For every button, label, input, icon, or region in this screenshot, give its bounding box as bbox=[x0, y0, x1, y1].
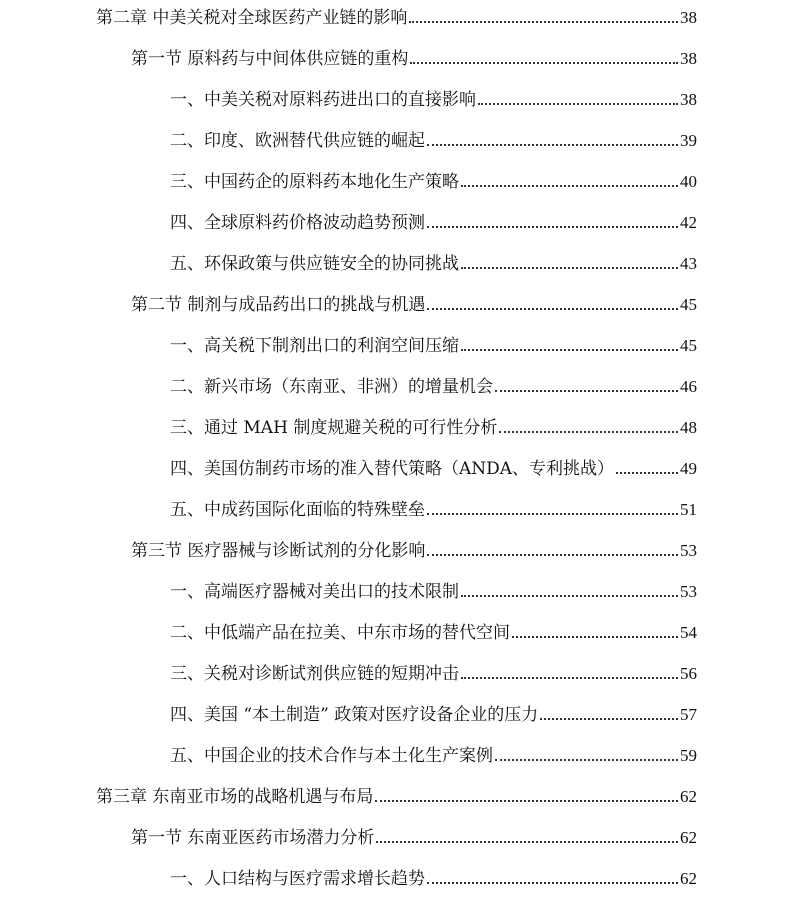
toc-entry[interactable] bbox=[170, 330, 697, 356]
dot-leader bbox=[375, 800, 678, 802]
toc-entry-page: 40 bbox=[680, 172, 697, 191]
toc-entry-page: 46 bbox=[680, 377, 697, 396]
dot-leader bbox=[512, 636, 678, 638]
toc-entry-title: 四、全球原料药价格波动趋势预测 bbox=[170, 213, 425, 233]
dot-leader bbox=[410, 62, 678, 64]
toc-entry[interactable] bbox=[170, 740, 697, 766]
toc-entry[interactable] bbox=[170, 863, 697, 889]
toc-entry-page: 51 bbox=[680, 500, 697, 519]
toc-entry-page: 53 bbox=[680, 582, 697, 601]
toc-entry-title: 第一节 原料药与中间体供应链的重构 bbox=[131, 49, 409, 69]
toc-entry-title: 二、印度、欧洲替代供应链的崛起 bbox=[170, 131, 425, 151]
toc-entry[interactable] bbox=[170, 207, 697, 233]
dot-leader bbox=[499, 431, 678, 433]
dot-leader bbox=[376, 841, 678, 843]
toc-entry-page: 38 bbox=[680, 8, 697, 27]
toc-entry[interactable] bbox=[131, 43, 697, 69]
toc-entry-page: 59 bbox=[680, 746, 697, 765]
toc-entry-page: 57 bbox=[680, 705, 697, 724]
toc-entry-page: 48 bbox=[680, 418, 697, 437]
toc-entry-title: 一、人口结构与医疗需求增长趋势 bbox=[170, 869, 425, 889]
toc-entry-page: 38 bbox=[680, 90, 697, 109]
dot-leader bbox=[461, 595, 678, 597]
toc-entry-title: 一、高关税下制剂出口的利润空间压缩 bbox=[170, 336, 459, 356]
toc-entry-title: 三、中国药企的原料药本地化生产策略 bbox=[170, 172, 459, 192]
toc-entry-title: 第一节 东南亚医药市场潜力分析 bbox=[131, 828, 375, 848]
toc-entry[interactable] bbox=[131, 289, 697, 315]
dot-leader bbox=[461, 267, 678, 269]
toc-entry[interactable] bbox=[170, 166, 697, 192]
dot-leader bbox=[427, 513, 678, 515]
toc-entry-page: 39 bbox=[680, 131, 697, 150]
toc-entry-title: 二、中低端产品在拉美、中东市场的替代空间 bbox=[170, 623, 510, 643]
toc-entry-page: 62 bbox=[680, 869, 697, 888]
toc-entry-page: 62 bbox=[680, 828, 697, 847]
toc-entry-page: 49 bbox=[680, 459, 697, 478]
toc-entry-title: 第二章 中美关税对全球医药产业链的影响 bbox=[96, 8, 408, 28]
toc-entry[interactable] bbox=[131, 535, 697, 561]
toc-entry[interactable] bbox=[170, 248, 697, 274]
dot-leader bbox=[461, 677, 678, 679]
toc-entry-title: 五、中成药国际化面临的特殊壁垒 bbox=[170, 500, 425, 520]
toc-entry-title: 第三章 东南亚市场的战略机遇与布局 bbox=[96, 787, 374, 807]
toc-entry[interactable] bbox=[131, 822, 697, 848]
dot-leader bbox=[409, 21, 678, 23]
dot-leader bbox=[427, 882, 678, 884]
toc-entry-page: 53 bbox=[680, 541, 697, 560]
toc-entry[interactable] bbox=[170, 412, 697, 438]
toc-entry-page: 42 bbox=[680, 213, 697, 232]
toc-entry-page: 54 bbox=[680, 623, 697, 642]
toc-entry-page: 45 bbox=[680, 295, 697, 314]
dot-leader bbox=[427, 308, 678, 310]
dot-leader bbox=[427, 554, 678, 556]
toc-entry-page: 38 bbox=[680, 49, 697, 68]
toc-entry[interactable] bbox=[170, 617, 697, 643]
toc-entry-title: 四、美国仿制药市场的准入替代策略（ANDA、专利挑战） bbox=[170, 459, 615, 479]
toc-entry-title: 三、通过 MAH 制度规避关税的可行性分析 bbox=[170, 418, 498, 438]
toc-entry-page: 62 bbox=[680, 787, 697, 806]
dot-leader bbox=[540, 718, 678, 720]
dot-leader bbox=[461, 185, 678, 187]
toc-entry-title: 二、新兴市场（东南亚、非洲）的增量机会 bbox=[170, 377, 493, 397]
toc-entry[interactable] bbox=[96, 2, 697, 28]
toc-entry-page: 45 bbox=[680, 336, 697, 355]
toc-entry[interactable] bbox=[170, 699, 697, 725]
toc-entry-title: 一、高端医疗器械对美出口的技术限制 bbox=[170, 582, 459, 602]
toc-entry[interactable] bbox=[170, 371, 697, 397]
toc-entry[interactable] bbox=[170, 576, 697, 602]
dot-leader bbox=[427, 144, 678, 146]
toc-entry[interactable] bbox=[170, 453, 697, 479]
toc-entry[interactable] bbox=[170, 125, 697, 151]
dot-leader bbox=[427, 226, 678, 228]
toc-entry[interactable] bbox=[170, 84, 697, 110]
dot-leader bbox=[495, 759, 678, 761]
dot-leader bbox=[616, 472, 678, 474]
dot-leader bbox=[495, 390, 678, 392]
toc-entry-title: 三、关税对诊断试剂供应链的短期冲击 bbox=[170, 664, 459, 684]
toc-entry-title: 一、中美关税对原料药进出口的直接影响 bbox=[170, 90, 476, 110]
dot-leader bbox=[478, 103, 678, 105]
toc-entry-title: 四、美国 “本土制造” 政策对医疗设备企业的压力 bbox=[170, 705, 539, 725]
dot-leader bbox=[461, 349, 678, 351]
toc-entry-page: 56 bbox=[680, 664, 697, 683]
toc-entry[interactable] bbox=[170, 494, 697, 520]
toc-entry-page: 43 bbox=[680, 254, 697, 273]
toc-entry[interactable] bbox=[96, 781, 697, 807]
toc-entry-title: 五、中国企业的技术合作与本土化生产案例 bbox=[170, 746, 493, 766]
toc-entry-title: 第三节 医疗器械与诊断试剂的分化影响 bbox=[131, 541, 426, 561]
toc-entry-title: 五、环保政策与供应链安全的协同挑战 bbox=[170, 254, 459, 274]
toc-entry-title: 第二节 制剂与成品药出口的挑战与机遇 bbox=[131, 295, 426, 315]
toc-entry[interactable] bbox=[170, 658, 697, 684]
